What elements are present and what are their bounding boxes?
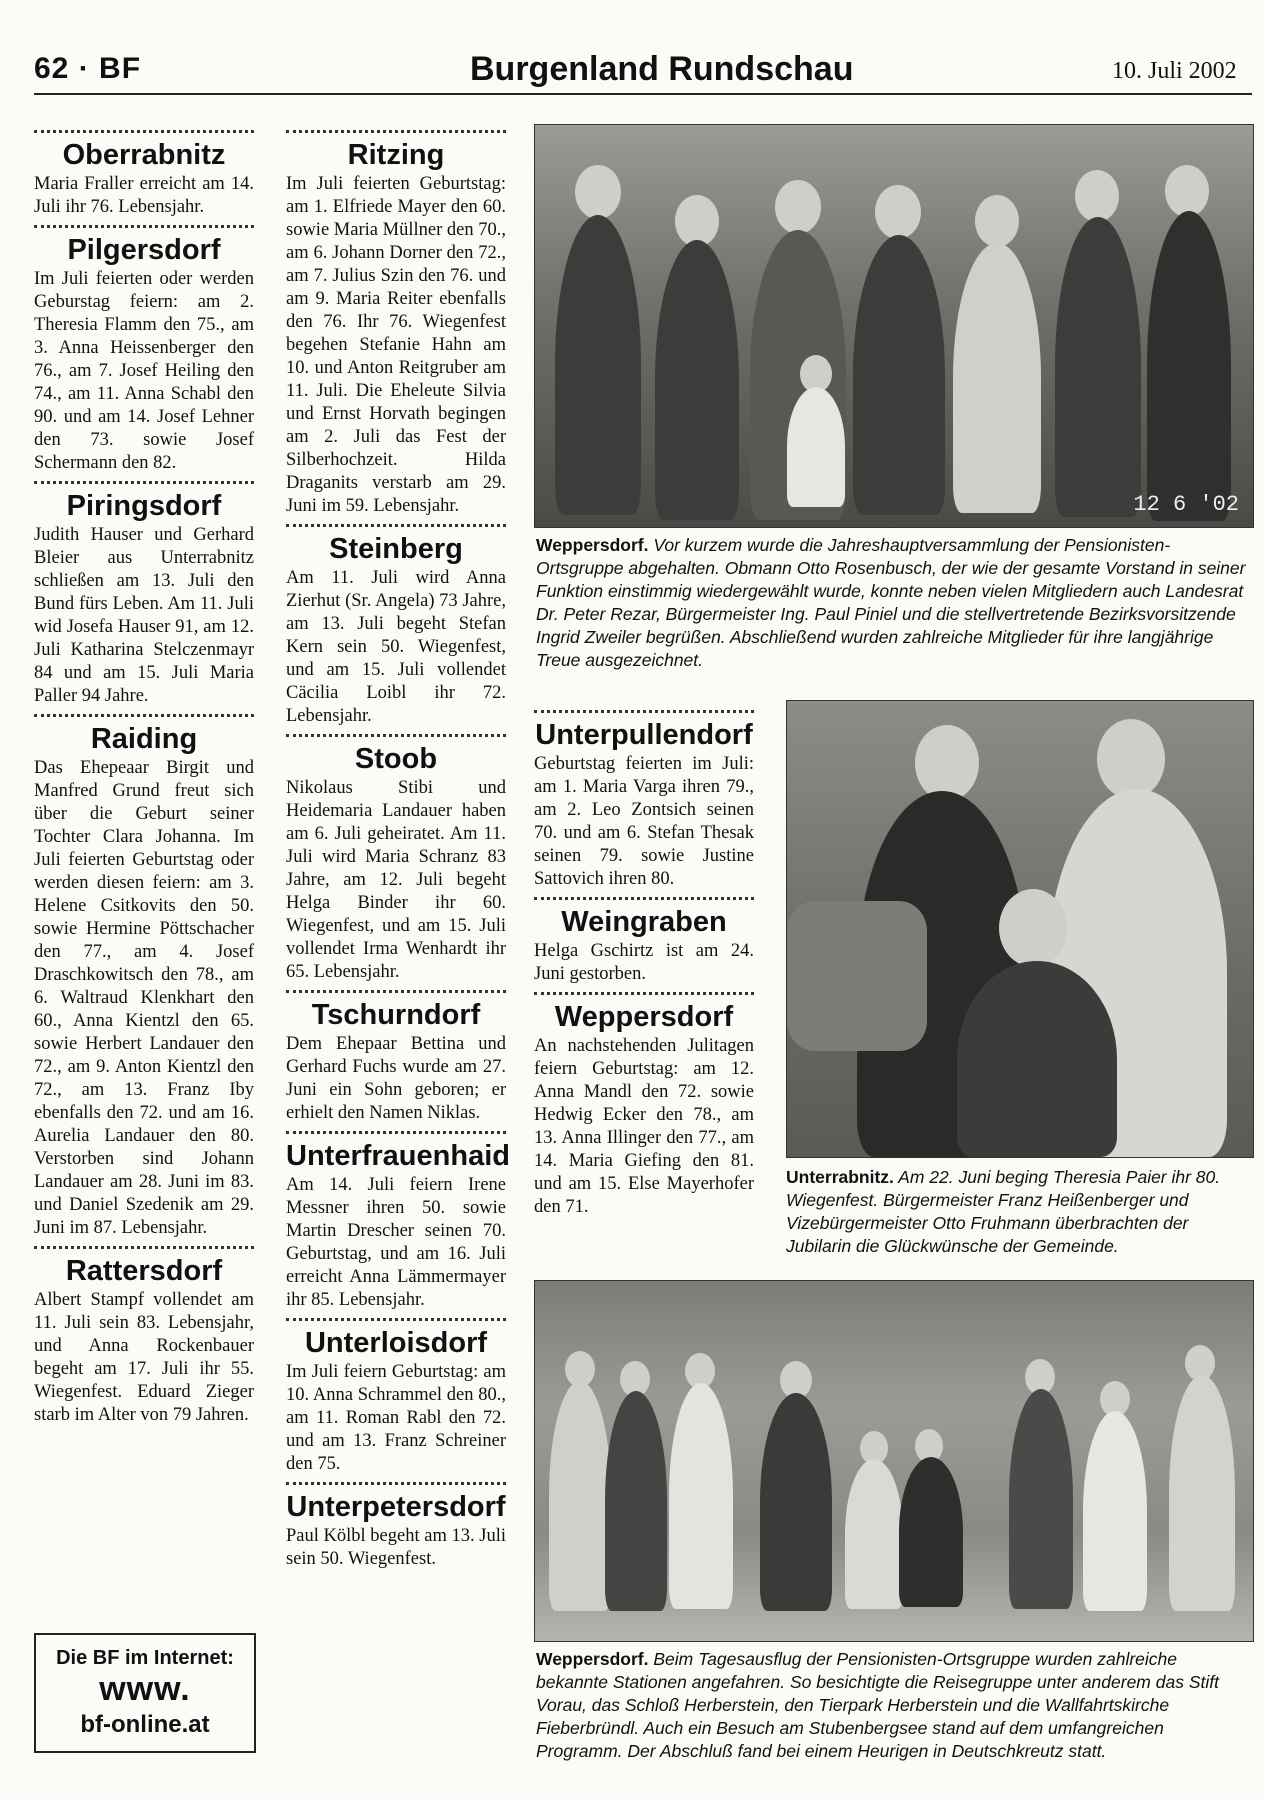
- photo-weppersdorf-meeting: [534, 124, 1254, 528]
- section-heading: Rattersdorf: [65, 1255, 223, 1287]
- section-divider: [534, 897, 754, 900]
- section-oberrabnitz: [34, 130, 254, 219]
- caption-place: Unterrabnitz.: [786, 1167, 894, 1187]
- internet-box-www: www.: [99, 1670, 191, 1708]
- issue-date: 10. Juli 2002: [1112, 58, 1237, 84]
- section-divider: [286, 990, 506, 993]
- caption-text: Vor kurzem wurde die Jahreshauptversammlung der Pensionisten-Ortsgruppe abgehalten. Obmann Otto Rosenbusch, der wie der gesamte Vorstand in seiner Funktion einstimmig wiedergewählt wurde, konnte neben vielen Mitgliedern auch Landesrat Dr. Peter Rezar, Bürgermeister Ing. Paul Piniel und die stellvertretende Bezirksvorsitzende Ingrid Zweiler begrüßen. Abschließend wurden zahlreiche Mitglieder für ihre langjährige Treue ausgezeichnet.: [536, 535, 1246, 670]
- section-body: Dem Ehepaar Bettina und Gerhard Fuchs wurde am 27. Juni ein Sohn geboren; er erhielt den Namen Niklas.: [286, 1034, 506, 1123]
- internet-box-heading: Die BF im Internet:: [56, 1647, 234, 1669]
- caption-weppersdorf-excursion: [536, 1648, 1252, 1763]
- caption-place: Weppersdorf.: [536, 1649, 649, 1669]
- section-divider: [286, 1318, 506, 1321]
- section-unterloisdorf: [286, 1318, 506, 1476]
- section-divider: [34, 225, 254, 228]
- section-divider: [34, 481, 254, 484]
- section-heading: Unterpetersdorf: [286, 1491, 506, 1523]
- section-heading: Steinberg: [329, 533, 463, 565]
- section-rattersdorf: [34, 1246, 254, 1427]
- section-body: Judith Hauser und Gerhard Bleier aus Unterrabnitz schließen am 13. Juli den Bund fürs Leben. Am 11. Juli wid Josefa Hauser 91, am 12. Juli Katharina Stelczenmayr 84 und am 15. Juli Maria Paller 94 Jahre.: [34, 525, 254, 706]
- section-divider: [286, 524, 506, 527]
- section-unterpullendorf: [534, 710, 754, 891]
- caption-unterrabnitz-birthday: [786, 1166, 1252, 1258]
- column-1: [34, 126, 254, 1433]
- section-heading: Tschurndorf: [311, 999, 481, 1031]
- section-body: Maria Fraller erreicht am 14. Juli ihr 76. Lebensjahr.: [34, 174, 254, 217]
- caption-place: Weppersdorf.: [536, 535, 649, 555]
- section-heading: Raiding: [90, 723, 198, 755]
- section-divider: [286, 1482, 506, 1485]
- section-piringsdorf: [34, 481, 254, 708]
- section-unterpetersdorf: [286, 1482, 506, 1571]
- column-3: [534, 706, 754, 1225]
- section-heading: Unterpullendorf: [535, 719, 753, 751]
- section-body: Am 11. Juli wird Anna Zierhut (Sr. Angela) 73 Jahre, am 13. Juli begeht Stefan Kern sein 50. Wiegenfest, und am 15. Juli vollendet Cäcilia Loibl ihr 72. Lebensjahr.: [286, 568, 506, 726]
- section-raiding: [34, 714, 254, 1240]
- section-divider: [286, 734, 506, 737]
- photo-date-stamp: 12 6 '02: [1133, 492, 1239, 517]
- section-heading: Ritzing: [347, 139, 445, 171]
- column-2: [286, 126, 510, 1577]
- caption-text: Beim Tagesausflug der Pensionisten-Ortsgruppe wurden zahlreiche bekannte Stationen angefahren. So besichtigte die Reisegruppe unter anderem das Stift Vorau, das Schloß Herberstein, den Tierpark Herberstein und die Wallfahrtskirche Fieberbründl. Auch ein Besuch am Stubenbergsee stand auf dem umfangreichen Programm. Der Abschluß fand bei einem Heurigen in Deutschkreutz statt.: [536, 1649, 1219, 1761]
- section-heading: Stoob: [354, 743, 438, 775]
- section-divider: [534, 992, 754, 995]
- section-body: An nachstehenden Julitagen feiern Geburtstag: am 12. Anna Mandl den 72. sowie Hedwig Ecker den 78., am 13. Anna Illinger den 77., am 14. Maria Giefing den 81. und am 15. Else Mayerhofer den 71.: [534, 1036, 754, 1217]
- section-tschurndorf: [286, 990, 506, 1125]
- section-body: Am 14. Juli feiern Irene Messner ihren 50. sowie Martin Drescher seinen 70. Geburtstag, und am 16. Juli erreicht Anna Lämmermayer ihr 85. Lebensjahr.: [286, 1175, 506, 1310]
- section-divider: [286, 130, 506, 133]
- section-divider: [34, 714, 254, 717]
- section-divider: [34, 130, 254, 133]
- internet-promo-box: [34, 1633, 256, 1753]
- section-heading: Pilgersdorf: [67, 234, 221, 266]
- section-body: Im Juli feierten oder werden Geburstag feiern: am 2. Theresia Flamm den 75., am 3. Anna Heissenberger den 76., am 7. Josef Heiling den 74., am 11. Anna Schabl den 90. und am 14. Josef Lehner den 73. sowie Josef Schermann den 82.: [34, 269, 254, 473]
- section-heading: Unterloisdorf: [304, 1327, 488, 1359]
- header-rule: [34, 93, 1252, 95]
- section-body: Das Ehepeaar Birgit und Manfred Grund freut sich über die Geburt seiner Tochter Clara Johanna. Im Juli feierten Geburtstag oder werden diesen feiern: am 3. Helene Csitkovits den 50. sowie Hermine Pöttschacher den 77., am 4. Josef Draschkowitsch den 78., am 6. Waltraud Klenkhart den 60., Anna Kientzl den 65. sowie Herbert Landauer den 72., am 9. Anton Kientzl den 72., am 13. Franz Iby ebenfalls den 72. und am 16. Aurelia Landauer den 80. Verstorben sind Johann Landauer am 28. Juni im 83. und Daniel Szedenik am 29. Juni im 87. Lebensjahr.: [34, 758, 254, 1238]
- section-body: Geburtstag feierten im Juli: am 1. Maria Varga ihren 79., am 2. Leo Zontsich seinen 70. und am 6. Stefan Thesak seinen 79. sowie Justine Sattovich ihren 80.: [534, 754, 754, 889]
- section-weingraben: [534, 897, 754, 986]
- internet-box-url[interactable]: bf-online.at: [80, 1711, 210, 1738]
- section-divider: [534, 710, 754, 713]
- section-body: Im Juli feiern Geburtstag: am 10. Anna Schrammel den 80., am 11. Roman Rabl den 72. und am 13. Franz Schreiner den 75.: [286, 1362, 506, 1474]
- section-heading: Weingraben: [561, 906, 727, 938]
- section-body: Im Juli feierten Geburtstag: am 1. Elfriede Mayer den 60. sowie Maria Müllner den 70., am 6. Johann Dorner den 72., am 7. Julius Szin den 76. und am 9. Maria Reiter ebenfalls den 76. Ihr 76. Wiegenfest begehen Stefanie Hahn am 10. und Anton Reitgruber am 11. Juli. Die Eheleute Silvia und Ernst Horvath begingen am 2. Juli das Fest der Silberhochzeit. Hilda Draganits verstarb am 29. Juni im 59. Lebensjahr.: [286, 174, 506, 516]
- section-stoob: [286, 734, 506, 984]
- section-steinberg: [286, 524, 506, 728]
- newspaper-title: Burgenland Rundschau: [470, 50, 854, 88]
- section-body: Albert Stampf vollendet am 11. Juli sein 83. Lebensjahr, und Anna Rockenbauer begeht am 17. Juli ihr 55. Wiegenfest. Eduard Zieger starb im Alter von 79 Jahren.: [34, 1290, 254, 1425]
- section-divider: [286, 1131, 506, 1134]
- section-heading: Piringsdorf: [66, 490, 222, 522]
- section-unterfrauenhaid: [286, 1131, 510, 1312]
- section-body: Helga Gschirtz ist am 24. Juni gestorben.: [534, 941, 754, 984]
- section-body: Paul Kölbl begeht am 13. Juli sein 50. Wiegenfest.: [286, 1526, 506, 1569]
- caption-text: Am 22. Juni beging Theresia Paier ihr 80. Wiegenfest. Bürgermeister Franz Heißenberger und Vizebürgermeister Otto Fruhmann überbrachten der Jubilarin die Glückwünsche der Gemeinde.: [786, 1167, 1221, 1256]
- section-heading: Unterfrauenhaid: [286, 1140, 510, 1172]
- section-body: Nikolaus Stibi und Heidemaria Landauer haben am 6. Juli geheiratet. Am 11. Juli wird Maria Schranz 83 Jahre, am 12. Juli begeht Helga Binder ihr 60. Wiegenfest, und am 15. Juli vollendet Irma Wenhardt ihr 65. Lebensjahr.: [286, 778, 506, 982]
- photo-unterrabnitz-birthday: [786, 700, 1254, 1158]
- photo-weppersdorf-excursion: [534, 1280, 1254, 1642]
- section-divider: [34, 1246, 254, 1249]
- section-pilgersdorf: [34, 225, 254, 475]
- section-heading: Oberrabnitz: [62, 139, 226, 171]
- section-weppersdorf: [534, 992, 754, 1219]
- page-number: 62 · BF: [34, 52, 142, 85]
- section-heading: Weppersdorf: [554, 1001, 734, 1033]
- section-ritzing: [286, 130, 506, 518]
- caption-weppersdorf-meeting: [536, 534, 1252, 672]
